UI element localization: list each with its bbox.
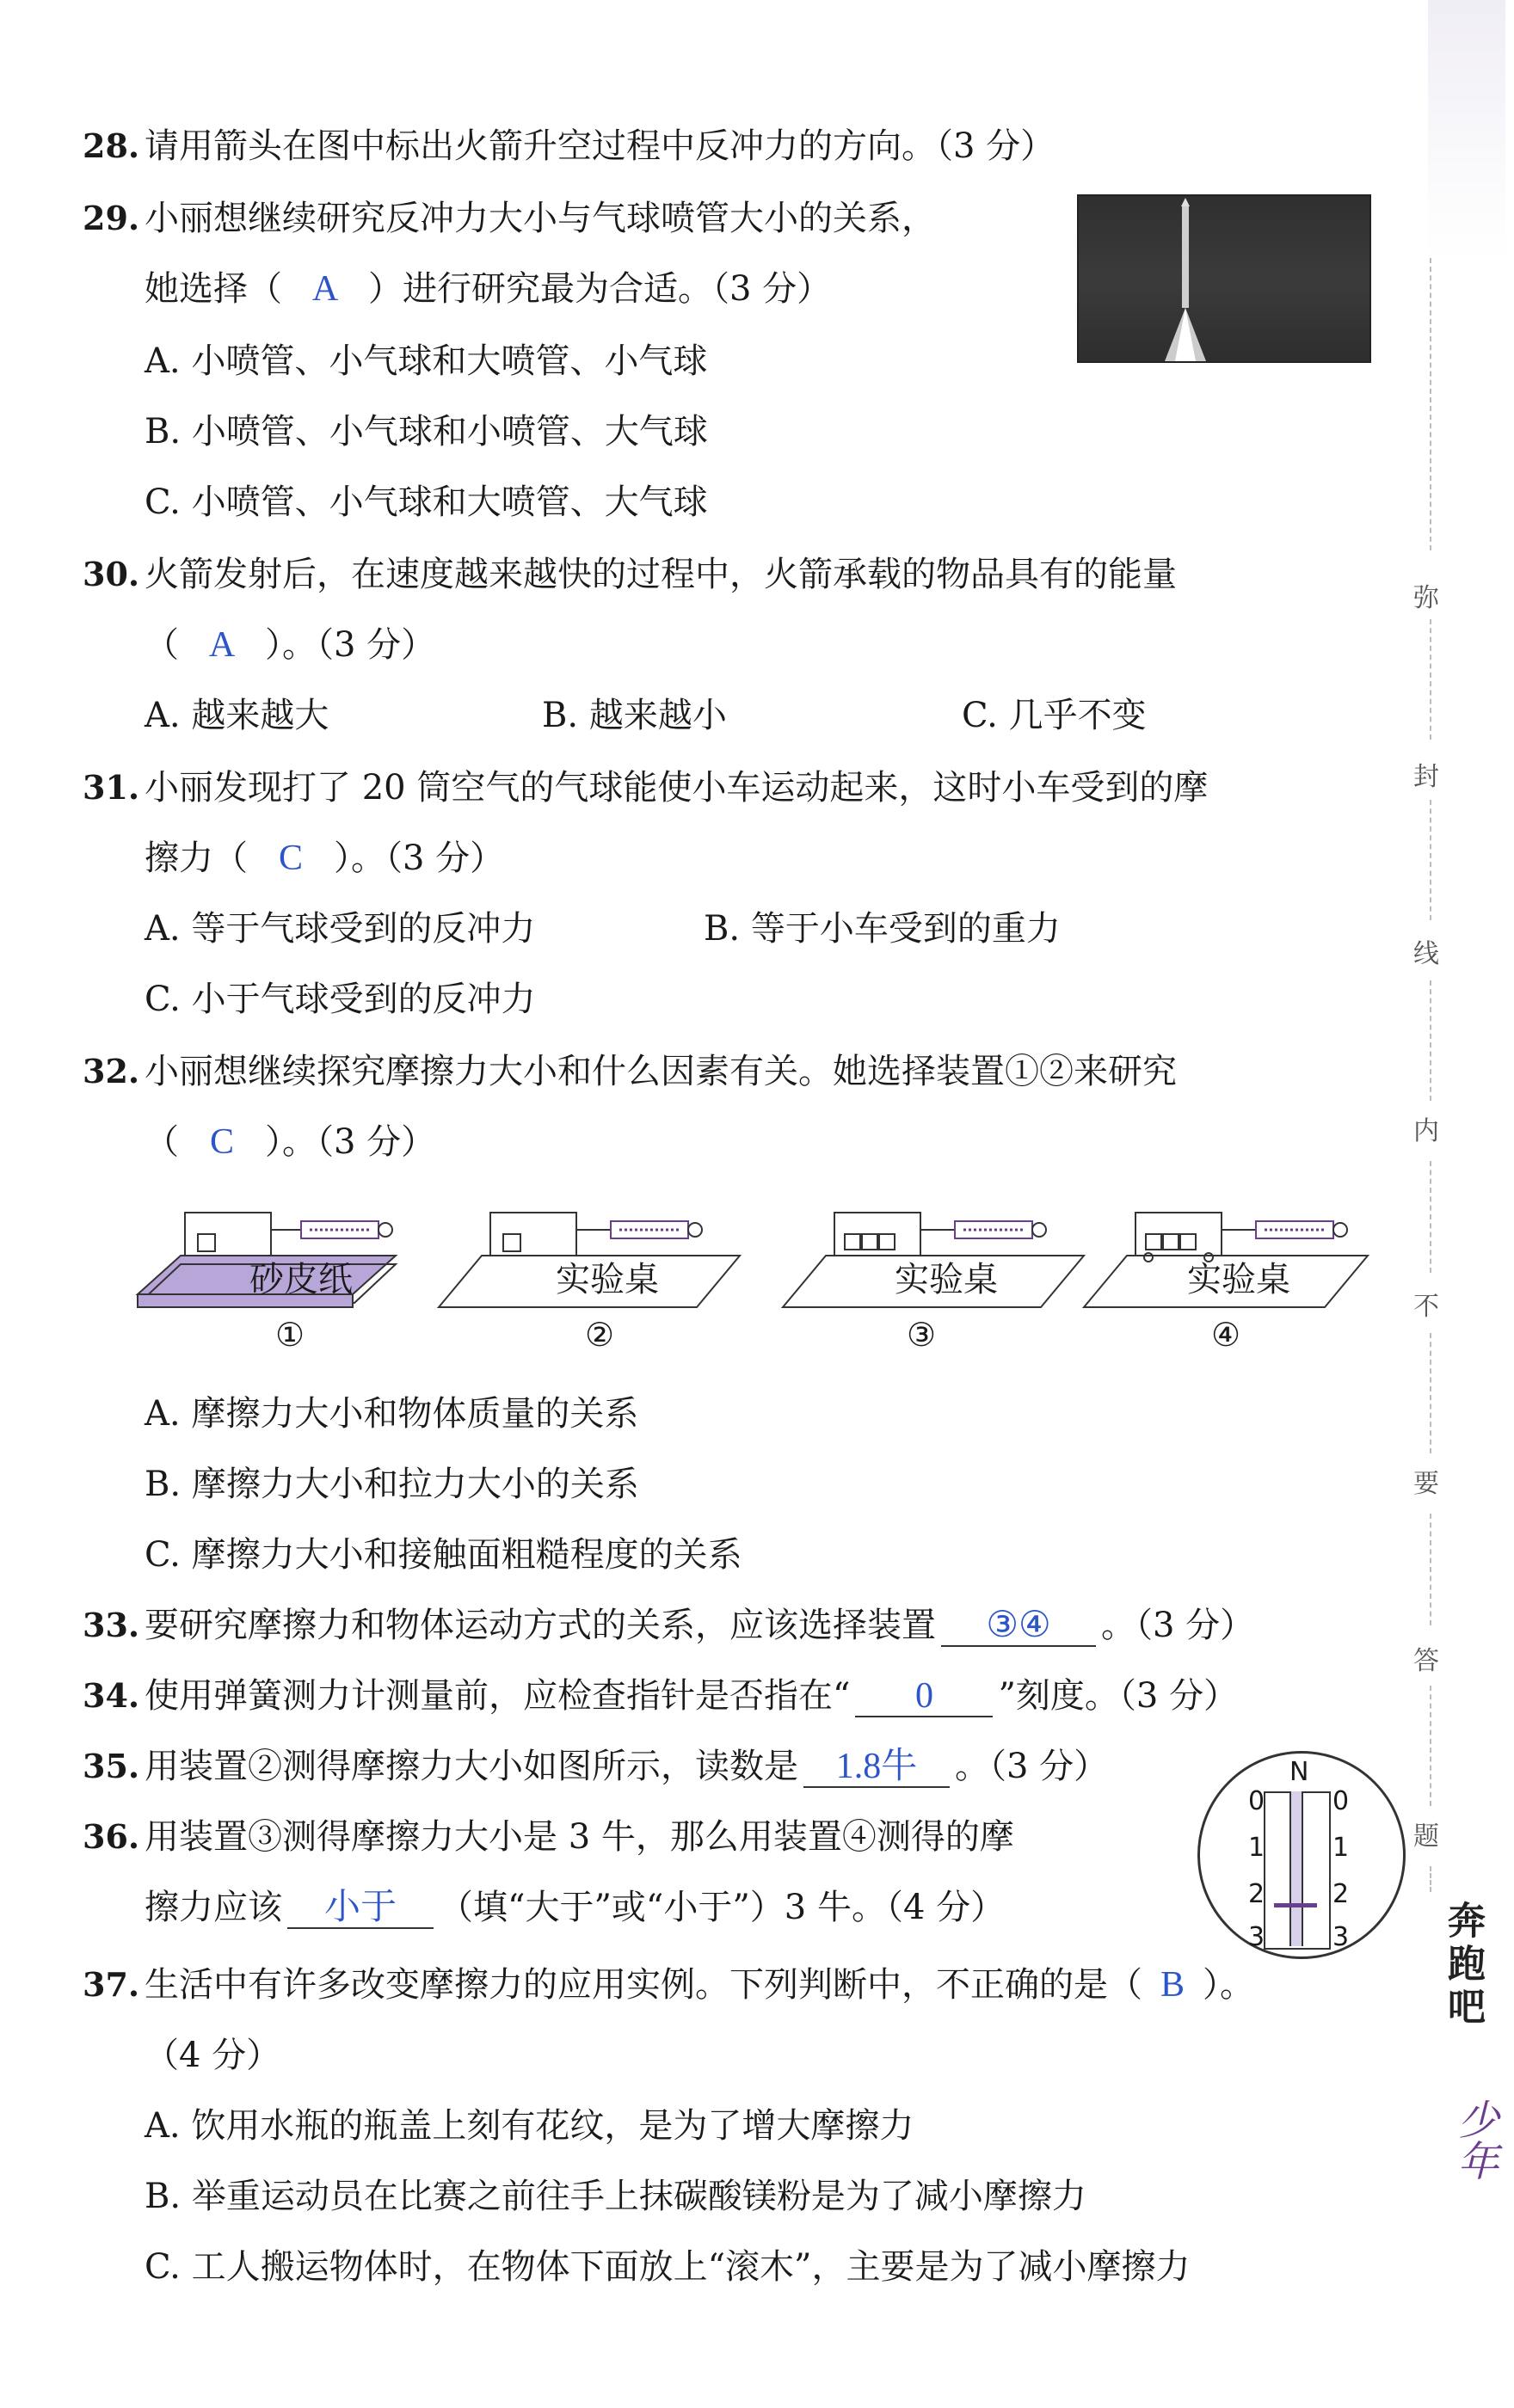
question-number: 29. — [83, 199, 140, 237]
gauge-tick-right-0: 0 — [1332, 1786, 1350, 1816]
seal-dash-line — [1430, 258, 1431, 550]
question-text: ）。 — [1203, 1965, 1254, 2005]
question-32 — [83, 1047, 1177, 1096]
question-29 — [83, 194, 936, 243]
seal-char: 答 — [1413, 1646, 1439, 1676]
gauge-tick-left-2: 2 — [1248, 1879, 1265, 1909]
question-text: 请用箭头在图中标出火箭升空过程中反冲力的方向。（3 分） — [145, 126, 1055, 166]
question-37-line2 — [145, 2031, 280, 2079]
answer-text: C — [278, 838, 303, 878]
gauge-tick-left-0: 0 — [1248, 1786, 1265, 1816]
question-number: 34. — [83, 1676, 140, 1715]
option-a: A. 摩擦力大小和物体质量的关系 — [145, 1394, 639, 1434]
question-text: 。（3 分） — [955, 1747, 1109, 1786]
surface-label-1: 砂皮纸 — [249, 1260, 353, 1299]
seal-dash-line — [1430, 1514, 1431, 1625]
question-text: 火箭发射后，在速度越来越快的过程中，火箭承载的物品具有的能量 — [145, 555, 1177, 594]
option-a: A. 饮用水瓶的瓶盖上刻有花纹，是为了增大摩擦力 — [145, 2106, 914, 2146]
question-37 — [83, 1961, 1254, 2009]
question-text: 。（3 分） — [1101, 1606, 1255, 1645]
question-31-line2 — [145, 834, 504, 882]
question-number: 28. — [83, 126, 140, 165]
question-text: ）进行研究最为合适。（3 分） — [368, 269, 832, 309]
option-b: B. 越来越小 — [542, 696, 727, 735]
option-c: C. 摩擦力大小和接触面粗糙程度的关系 — [145, 1535, 742, 1575]
slogan-logo-script: 少年 — [1450, 2098, 1499, 2181]
option-b: B. 小喷管、小气球和小喷管、大气球 — [145, 412, 708, 452]
seal-dash-line — [1430, 1686, 1431, 1806]
question-text: 生活中有许多改变摩擦力的应用实例。下列判断中，不正确的是（ — [145, 1965, 1142, 2005]
answer-text: A — [208, 625, 236, 665]
rocket-launch-photo — [1077, 194, 1371, 363]
answer-text: C — [209, 1122, 234, 1162]
option-b: B. 等于小车受到的重力 — [704, 909, 1061, 949]
seal-dash-line — [1430, 1161, 1431, 1273]
question-text: 使用弹簧测力计测量前，应检查指针是否指在“ — [145, 1676, 851, 1716]
option-c: C. 小于气球受到的反冲力 — [145, 980, 536, 1019]
option-a: A. 越来越大 — [145, 696, 329, 735]
question-33 — [83, 1601, 1254, 1649]
question-text: 擦力（ — [145, 838, 248, 878]
option-c: C. 小喷管、小气球和大喷管、大气球 — [145, 482, 708, 522]
seal-dash-line — [1430, 980, 1431, 1101]
seal-char: 不 — [1413, 1292, 1439, 1322]
answer-text: B — [1160, 1965, 1185, 2005]
gauge-spring — [1289, 1791, 1303, 1946]
answer-text: A — [311, 269, 339, 309]
question-number: 32. — [83, 1052, 140, 1090]
gauge-tick-left-1: 1 — [1248, 1833, 1265, 1863]
seal-char: 题 — [1413, 1821, 1439, 1852]
gauge-tick-right-2: 2 — [1332, 1879, 1350, 1909]
question-number: 30. — [83, 555, 140, 593]
question-text: 用装置②测得摩擦力大小如图所示，读数是 — [145, 1747, 798, 1786]
setup-number-3: ③ — [907, 1316, 937, 1354]
rocket-icon — [1079, 196, 1369, 361]
question-text: （填“大于”或“小于”）3 牛。（4 分） — [439, 1888, 1006, 1927]
question-text: （ — [145, 625, 179, 665]
question-32-line2 — [145, 1118, 435, 1166]
surface-label-4: 实验桌 — [1187, 1260, 1290, 1299]
option-a: A. 等于气球受到的反冲力 — [145, 909, 536, 949]
question-30-line2 — [145, 621, 435, 669]
sidebar-header-shade — [1428, 0, 1505, 258]
option-b: B. 举重运动员在比赛之前往手上抹碳酸镁粉是为了减小摩擦力 — [145, 2177, 1086, 2216]
question-34 — [83, 1672, 1238, 1720]
setup-number-1: ① — [275, 1316, 305, 1354]
gauge-tick-right-3: 3 — [1332, 1922, 1350, 1952]
question-text: 她选择（ — [145, 269, 282, 309]
surface-label-2: 实验桌 — [556, 1260, 659, 1299]
gauge-tick-right-1: 1 — [1332, 1833, 1350, 1863]
answer-blank: 1.8牛 — [803, 1747, 950, 1788]
question-29-line2 — [145, 265, 831, 313]
question-text: 小丽想继续探究摩擦力大小和什么因素有关。她选择装置①②来研究 — [145, 1052, 1177, 1091]
seal-dash-line — [1430, 1333, 1431, 1453]
setup-number-2: ② — [585, 1316, 615, 1354]
question-number: 33. — [83, 1606, 140, 1644]
question-text: ）。（3 分） — [334, 838, 505, 878]
question-text: 小丽想继续研究反冲力大小与气球喷管大小的关系， — [145, 199, 936, 238]
seal-char: 弥 — [1413, 583, 1439, 613]
spring-scale-gauge — [1197, 1751, 1406, 1959]
answer-blank: ③④ — [941, 1606, 1096, 1647]
seal-char: 内 — [1413, 1116, 1439, 1146]
question-text: 用装置③测得摩擦力大小是 3 牛，那么用装置④测得的摩 — [145, 1817, 1014, 1857]
seal-dash-line — [1430, 800, 1431, 920]
question-text: ）。（3 分） — [265, 1122, 436, 1162]
question-number: 36. — [83, 1817, 140, 1856]
setup-number-4: ④ — [1211, 1316, 1241, 1354]
question-text: 要研究摩擦力和物体运动方式的关系，应该选择装置 — [145, 1606, 936, 1645]
seal-char: 线 — [1413, 939, 1439, 969]
seal-dash-line — [1430, 619, 1431, 740]
seal-dash-line — [1430, 1866, 1431, 1892]
question-text: 擦力应该 — [145, 1888, 282, 1927]
answer-blank: 0 — [855, 1676, 993, 1717]
slogan-logo: 奔跑吧 — [1441, 1901, 1485, 2030]
question-36 — [83, 1813, 1014, 1861]
option-a: A. 小喷管、小气球和大喷管、小气球 — [145, 341, 708, 381]
seal-line-sidebar — [1411, 0, 1514, 2408]
question-35 — [83, 1742, 1108, 1791]
seal-char: 要 — [1413, 1469, 1439, 1499]
gauge-tick-left-3: 3 — [1248, 1922, 1265, 1952]
question-36-line2 — [145, 1883, 1005, 1932]
question-text: （4 分） — [145, 2036, 281, 2075]
option-b: B. 摩擦力大小和拉力大小的关系 — [145, 1465, 639, 1504]
question-text: 小丽发现打了 20 筒空气的气球能使小车运动起来，这时小车受到的摩 — [145, 768, 1209, 808]
surface-label-3: 实验桌 — [895, 1260, 998, 1299]
gauge-pointer — [1274, 1903, 1317, 1907]
answer-blank: 小于 — [287, 1888, 434, 1929]
question-text: ）。（3 分） — [265, 625, 436, 665]
question-number: 31. — [83, 768, 140, 807]
question-31 — [83, 764, 1208, 812]
seal-char: 封 — [1413, 762, 1439, 792]
option-c: C. 工人搬运物体时，在物体下面放上“滚木”，主要是为了减小摩擦力 — [145, 2247, 1191, 2287]
option-c: C. 几乎不变 — [962, 696, 1147, 735]
question-28 — [83, 122, 1055, 170]
question-text: （ — [145, 1122, 179, 1162]
question-number: 37. — [83, 1965, 140, 2004]
question-text: ”刻度。（3 分） — [998, 1676, 1239, 1716]
gauge-unit: N — [1289, 1757, 1309, 1787]
question-number: 35. — [83, 1747, 140, 1785]
question-30 — [83, 550, 1177, 599]
